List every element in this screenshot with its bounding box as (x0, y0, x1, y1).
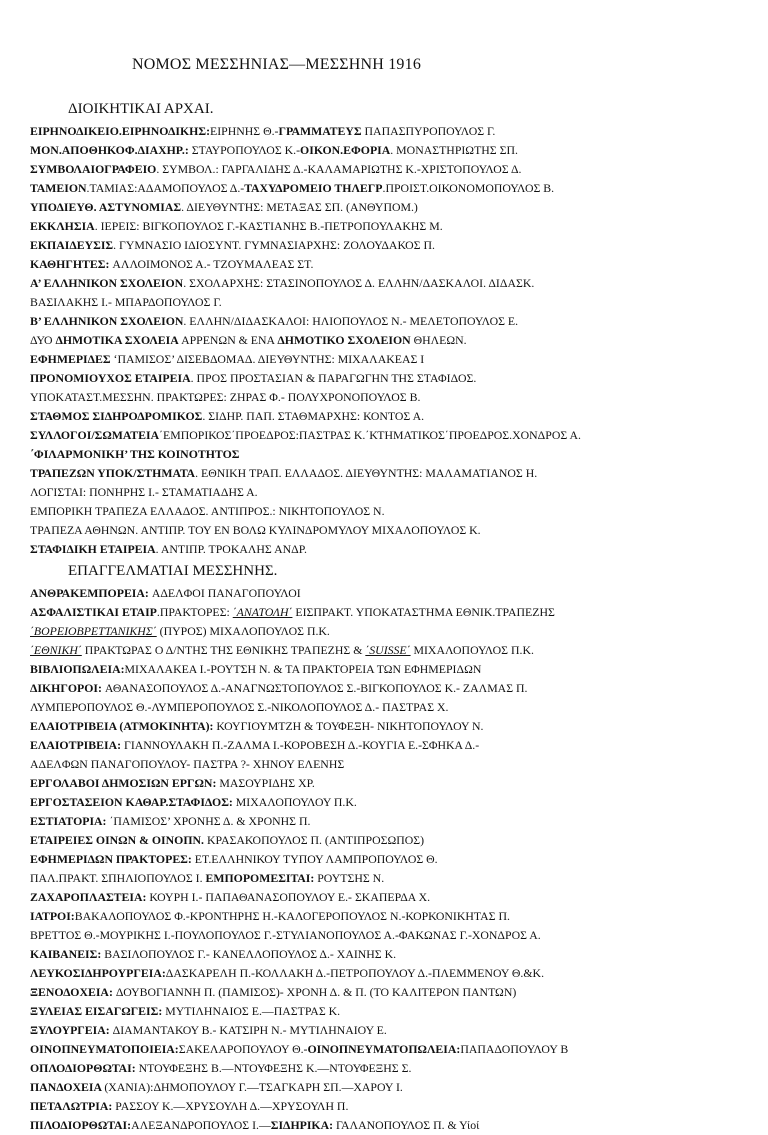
entry-heading: ΣΙΔΗΡΙΚΑ: (270, 1118, 336, 1132)
entry-heading: ΠΑΝΔΟΧΕΙΑ (30, 1080, 105, 1094)
professionals-line (30, 622, 760, 641)
entry-underlined-name: ΄ΒΟΡΕΙΟΒΡΕΤΤΑΝΙΚΗΣ΄ (30, 624, 157, 638)
administration-line (30, 274, 760, 293)
entry-text: ΜΙΧΑΛΟΠΟΥΛΟΥ Π.Κ. (235, 795, 357, 809)
entry-heading: ΤΑΧΥΔΡΟΜΕΙΟ ΤΗΛΕΓΡ (244, 181, 383, 195)
entry-text: ΚΟΥΓΙΟΥΜΤΖΗ & ΤΟΥΦΕΞΗ- ΝΙΚΗΤΟΠΟΥΛΟΥ Ν. (216, 719, 484, 733)
entry-text: ΠΑΠΑΣΠΥΡΟΠΟΥΛΟΣ Γ. (364, 124, 496, 138)
entry-text: ΑΛΕΞΑΝΔΡΟΠΟΥΛΟΣ Ι.— (131, 1118, 271, 1132)
entry-text: ΡΟΥΤΣΗΣ Ν. (317, 871, 385, 885)
entry-text: ΚΡΑΣΑΚΟΠΟΥΛΟΣ Π. (ΑΝΤΙΠΡΟΣΩΠΟΣ) (206, 833, 425, 847)
entry-text: .ΠΡΑΚΤΟΡΕΣ: (156, 605, 233, 619)
entry-heading: ΣΥΛΛΟΓΟΙ/ΣΩΜΑΤΕΙΑ (30, 428, 160, 442)
professionals-line (30, 850, 760, 869)
entry-underlined-name: ΄ΑΝΑΤΟΛΗ΄ (232, 605, 293, 619)
administration-line (30, 331, 760, 350)
entry-text: ‘ΠΑΜΙΣΟΣ’ ΔΙΣΕΒΔΟΜΑΔ. ΔΙΕΥΘΥΝΤΗΣ: ΜΙΧΑΛΑΚΕΑΣ Ι (110, 352, 425, 366)
entry-text: ΑΔΕΛΦΟΙ ΠΑΝΑΓΟΠΟΥΛΟΙ (151, 586, 301, 600)
entry-heading: ΕΤΑΙΡΕΙΕΣ ΟΙΝΩΝ & ΟΙΝΟΠΝ. (30, 833, 207, 847)
administration-line (30, 464, 760, 483)
entry-heading: ΥΠΟΔΙΕΥΘ. ΑΣΤΥΝΟΜΙΑΣ (30, 200, 182, 214)
entry-heading: ΕΣΤΙΑΤΟΡΙΑ: (30, 814, 110, 828)
entry-heading: ΣΤΑΘΜΟΣ ΣΙΔΗΡΟΔΡΟΜΙΚΟΣ (30, 409, 203, 423)
entry-text: . ΜΟΝΑΣΤΗΡΙΩΤΗΣ ΣΠ. (390, 143, 518, 157)
professionals-line (30, 926, 760, 945)
entry-heading: ΠΡΟΝΟΜΙΟΥΧΟΣ ΕΤΑΙΡΕΙΑ (30, 371, 191, 385)
entry-text: . ΣΙΔΗΡ. ΠΑΠ. ΣΤΑΘΜΑΡΧΗΣ: ΚΟΝΤΟΣ Α. (202, 409, 425, 423)
entry-text: ΄ΠΑΜΙΣΟΣ’ ΧΡΟΝΗΣ Δ. & ΧΡΟΝΗΣ Π. (109, 814, 311, 828)
administration-line (30, 407, 760, 426)
entry-text: ΛΟΓΙΣΤΑΙ: ΠΟΝΗΡΗΣ Ι.- ΣΤΑΜΑΤΙΑΔΗΣ Α. (30, 485, 258, 499)
entry-text: ΓΑΛΑΝΟΠΟΥΛΟΣ Π. & Υίοί (336, 1118, 480, 1132)
professionals-line (30, 603, 760, 622)
entry-heading: ΠΕΤΑΛΩΤΡΙΑ: (30, 1099, 116, 1113)
professionals-line (30, 660, 760, 679)
entry-heading: ΟΠΛΟΔΙΟΡΘΩΤΑΙ: (30, 1061, 139, 1075)
entry-heading: ΑΣΦΑΛΙΣΤΙΚΑΙ ΕΤΑΙΡ (30, 605, 157, 619)
entry-text: (ΧΑΝΙΑ):ΔΗΜΟΠΟΥΛΟΥ Γ.—ΤΣΑΓΚΑΡΗ ΣΠ.—ΧΑΡΟΥ Ι. (104, 1080, 403, 1094)
entry-heading: ΛΕΥΚΟΣΙΔΗΡΟΥΡΓΕΙΑ: (30, 966, 166, 980)
entry-text: . ΔΙΕΥΘΥΝΤΗΣ: ΜΕΤΑΞΑΣ ΣΠ. (ΑΝΘΥΠΟΜ.) (181, 200, 418, 214)
entry-text: ΚΟΥΡΗ Ι.- ΠΑΠΑΘΑΝΑΣΟΠΟΥΛΟΥ Ε.- ΣΚΑΠΕΡΔΑ Χ. (149, 890, 431, 904)
administration-line (30, 122, 760, 141)
professionals-line (30, 1059, 760, 1078)
entry-text: ΓΙΑΝΝΟΥΛΑΚΗ Π.-ΖΑΛΜΑ Ι.-ΚΟΡΟΒΕΣΗ Δ.-ΚΟΥΓΙΑ Ε.-ΣΦΗΚΑ Δ.- (124, 738, 480, 752)
entry-text: . ΣΥΜΒΟΛ.: ΓΑΡΓΑΛΙΔΗΣ Δ.-ΚΑΛΑΜΑΡΙΩΤΗΣ Κ.-ΧΡΙΣΤΟΠΟΥΛΟΣ Δ. (156, 162, 522, 176)
professionals-line (30, 964, 760, 983)
administration-line (30, 179, 760, 198)
entry-text: ΔΥΟ (30, 333, 56, 347)
administration-line (30, 483, 760, 502)
entry-text: . ΣΧΟΛΑΡΧΗΣ: ΣΤΑΣΙΝΟΠΟΥΛΟΣ Δ. ΕΛΛΗΝ/ΔΑΣΚΑΛΟΙ. ΔΙΔΑΣΚ. (183, 276, 535, 290)
entry-heading: ΔΗΜΟΤΙΚΟ ΣΧΟΛΕΙΟΝ (277, 333, 411, 347)
entry-text: ΝΤΟΥΦΕΞΗΣ Β.—ΝΤΟΥΦΕΞΗΣ Κ.—ΝΤΟΥΦΕΞΗΣ Σ. (138, 1061, 412, 1075)
entry-text: ΜΑΣΟΥΡΙΔΗΣ ΧΡ. (219, 776, 315, 790)
professionals-line (30, 679, 760, 698)
entry-text: ΜΙΧΑΛΑΚΕΑ Ι.-ΡΟΥΤΣΗ Ν. & ΤΑ ΠΡΑΚΤΟΡΕΙΑ ΤΩΝ ΕΦΗΜΕΡΙΔΩΝ (124, 662, 482, 676)
entry-text: ΔΙΑΜΑΝΤΑΚΟΥ Β.- ΚΑΤΣΙΡΗ Ν.- ΜΥΤΙΛΗΝΑΙΟΥ Ε. (112, 1023, 387, 1037)
entry-text: ΠΡΑΚΤΩΡΑΣ Ο Δ/ΝΤΗΣ ΤΗΣ ΕΘΝΙΚΗΣ ΤΡΑΠΕΖΗΣ & (81, 643, 366, 657)
entry-heading: ΕΚΚΛΗΣΙΑ (30, 219, 95, 233)
professionals-line (30, 1097, 760, 1116)
professionals-line (30, 1040, 760, 1059)
administration-line (30, 350, 760, 369)
section-heading-professionals: ΕΠΑΓΓΕΛΜΑΤΙΑΙ ΜΕΣΣΗΝΗΣ. (68, 563, 278, 579)
entry-text: ΥΠΟΚΑΤΑΣΤ.ΜΕΣΣΗΝ. ΠΡΑΚΤΩΡΕΣ: ΖΗΡΑΣ Φ.- ΠΟΛΥΧΡΟΝΟΠΟΥΛΟΣ Β. (30, 390, 421, 404)
entry-text: . ΠΡΟΣ ΠΡΟΣΤΑΣΙΑΝ & ΠΑΡΑΓΩΓΗΝ ΤΗΣ ΣΤΑΦΙΔΟΣ. (190, 371, 477, 385)
entry-heading: ΔΗΜΟΤΙΚΑ ΣΧΟΛΕΙΑ (55, 333, 179, 347)
entry-text: ΣΑΚΕΛΑΡΟΠΟΥΛΟΥ Θ.- (178, 1042, 308, 1056)
entry-heading: ΟΙΝΟΠΝΕΥΜΑΤΟΠΟΙΕΙΑ: (30, 1042, 179, 1056)
entry-heading: ΕΦΗΜΕΡΙΔΩΝ ΠΡΑΚΤΟΡΕΣ: (30, 852, 195, 866)
entry-underlined-name: ΄ΕΘΝΙΚΗ΄ (30, 643, 82, 657)
entry-heading: ΞΥΛΟΥΡΓΕΙΑ: (30, 1023, 113, 1037)
professionals-line (30, 983, 760, 1002)
entry-text: ΜΥΤΙΛΗΝΑΙΟΣ Ε.—ΠΑΣΤΡΑΣ Κ. (165, 1004, 341, 1018)
professionals-line (30, 945, 760, 964)
administration-line (30, 293, 760, 312)
administration-line (30, 160, 760, 179)
entry-heading: ΜΟΝ.ΑΠΟΘΗΚΟΦ.ΔΙΑΧΗΡ.: (30, 143, 192, 157)
entry-heading: ΣΤΑΦΙΔΙΚΗ ΕΤΑΙΡΕΙΑ (30, 542, 156, 556)
professionals-line (30, 888, 760, 907)
professionals-line (30, 698, 760, 717)
administration-line (30, 198, 760, 217)
entry-text: ΣΤΑΥΡΟΠΟΥΛΟΣ Κ.- (191, 143, 301, 157)
entry-heading: ΕΡΓΟΣΤΑΣΕΙΟΝ ΚΑΘΑΡ.ΣΤΑΦΙΔΟΣ: (30, 795, 236, 809)
entry-text: ΕΜΠΟΡΙΚΗ ΤΡΑΠΕΖΑ ΕΛΛΑΔΟΣ. ΑΝΤΙΠΡΟΣ.: ΝΙΚΗΤΟΠΟΥΛΟΣ Ν. (30, 504, 385, 518)
entry-text: ΕΙΣΠΡΑΚΤ. ΥΠΟΚΑΤΑΣΤΗΜΑ ΕΘΝΙΚ.ΤΡΑΠΕΖΗΣ (292, 605, 555, 619)
entry-heading: ΕΙΡΗΝΟΔΙΚΕΙΟ.ΕΙΡΗΝΟΔΙΚΗΣ: (30, 124, 210, 138)
document-body (30, 97, 760, 1135)
administration-line (30, 388, 760, 407)
entry-text: ΒΡΕΤΤΟΣ Θ.-ΜΟΥΡΙΚΗΣ Ι.-ΠΟΥΛΟΠΟΥΛΟΣ Γ.-ΣΤΥΛΙΑΝΟΠΟΥΛΟΣ Α.-ΦΑΚΩΝΑΣ Γ.-ΧΟΝΔΡΟΣ Α. (30, 928, 541, 942)
document-title: ΝΟΜΟΣ ΜΕΣΣΗΝΙΑΣ—ΜΕΣΣΗΝΗ 1916 (132, 56, 422, 73)
entry-heading: ΙΑΤΡΟΙ: (30, 909, 75, 923)
entry-heading: Α’ ΕΛΛΗΝΙΚΟΝ ΣΧΟΛΕΙΟΝ (30, 276, 184, 290)
professionals-line (30, 793, 760, 812)
entry-text: ΒΑΣΙΛΟΠΟΥΛΟΣ Γ.- ΚΑΝΕΛΛΟΠΟΥΛΟΣ Δ.- ΧΑΙΝΗΣ Κ. (104, 947, 397, 961)
entry-heading: ΞΕΝΟΔΟΧΕΙΑ: (30, 985, 116, 999)
professionals-line (30, 1078, 760, 1097)
entry-text: (ΠΥΡΟΣ) ΜΙΧΑΛΟΠΟΥΛΟΣ Π.Κ. (156, 624, 330, 638)
entry-text: ΑΔΕΛΦΩΝ ΠΑΝΑΓΟΠΟΥΛΟΥ- ΠΑΣΤΡΑ ?- ΧΗΝΟΥ ΕΛΕΝΗΣ (30, 757, 345, 771)
entry-heading: ΑΝΘΡΑΚΕΜΠΟΡΕΙΑ: (30, 586, 152, 600)
entry-heading: ΔΙΚΗΓΟΡΟΙ: (30, 681, 105, 695)
entry-text: ΑΛΛΟΙΜΟΝΟΣ Α.- ΤΖΟΥΜΑΛΕΑΣ ΣΤ. (112, 257, 314, 271)
entry-text: . ΕΛΛΗΝ/ΔΙΔΑΣΚΑΛΟΙ: ΗΛΙΟΠΟΥΛΟΣ Ν.- ΜΕΛΕΤΟΠΟΥΛΟΣ Ε. (183, 314, 519, 328)
entry-text: ΒΑΣΙΛΑΚΗΣ Ι.- ΜΠΑΡΔΟΠΟΥΛΟΣ Γ. (30, 295, 222, 309)
entry-heading: ΓΡΑΜΜΑΤΕΥΣ (278, 124, 365, 138)
administration-line (30, 141, 760, 160)
entry-text: ΑΡΡΕΝΩΝ & ΕΝΑ (178, 333, 278, 347)
administration-line (30, 445, 760, 464)
entry-text: ΡΑΣΣΟΥ Κ.—ΧΡΥΣΟΥΛΗ Δ.—ΧΡΥΣΟΥΛΗ Π. (115, 1099, 349, 1113)
entry-heading: ΣΥΜΒΟΛΑΙΟΓΡΑΦΕΙΟ (30, 162, 157, 176)
entry-text: . ΑΝΤΙΠΡ. ΤΡΟΚΑΛΗΣ ΑΝΔΡ. (155, 542, 307, 556)
professionals-line (30, 1002, 760, 1021)
entry-text: .ΤΑΜΙΑΣ:ΑΔΑΜΟΠΟΥΛΟΣ Δ.- (86, 181, 245, 195)
entry-heading: ΤΡΑΠΕΖΩΝ ΥΠΟΚ/ΣΤΗΜΑΤΑ (30, 466, 196, 480)
entry-heading: ΕΚΠΑΙΔΕΥΣΙΣ (30, 238, 114, 252)
entry-text: ΑΘΑΝΑΣΟΠΟΥΛΟΣ Δ.-ΑΝΑΓΝΩΣΤΟΠΟΥΛΟΣ Σ.-ΒΙΓΚΟΠΟΥΛΟΣ Κ.- ΖΑΛΜΑΣ Π. (104, 681, 528, 695)
professionals-line (30, 774, 760, 793)
professionals-line (30, 831, 760, 850)
professionals-line (30, 584, 760, 603)
entry-heading: ΕΜΠΟΡΟΜΕΣΙΤΑΙ: (205, 871, 318, 885)
entry-text: ΕΤ.ΕΛΛΗΝΙΚΟΥ ΤΥΠΟΥ ΛΑΜΠΡΟΠΟΥΛΟΣ Θ. (194, 852, 438, 866)
entry-heading: ΚΑΘΗΓΗΤΕΣ: (30, 257, 113, 271)
professionals-line (30, 1116, 760, 1135)
entry-heading: ΟΙΚΟΝ.ΕΦΟΡΙΑ (300, 143, 391, 157)
administration-line (30, 236, 760, 255)
entry-heading: ΕΛΑΙΟΤΡΙΒΕΙΑ: (30, 738, 125, 752)
entry-heading: ΚΑΙΒΑΝΕΙΣ: (30, 947, 105, 961)
entry-heading: ΖΑΧΑΡΟΠΛΑΣΤΕΙΑ: (30, 890, 150, 904)
professionals-line (30, 907, 760, 926)
entry-text: ΠΑΛ.ΠΡΑΚΤ. ΣΠΗΛΙΟΠΟΥΛΟΣ Ι. (30, 871, 206, 885)
administration-line (30, 521, 760, 540)
administration-line (30, 502, 760, 521)
entry-underlined-name: ΄SUISSE΄ (365, 643, 411, 657)
entry-heading: ΕΦΗΜΕΡΙΔΕΣ (30, 352, 111, 366)
entry-text: ΤΡΑΠΕΖΑ ΑΘΗΝΩΝ. ΑΝΤΙΠΡ. ΤΟΥ ΕΝ ΒΟΛΩ ΚΥΛΙΝΔΡΟΜΥΛΟΥ ΜΙΧΑΛΟΠΟΥΛΟΣ Κ. (30, 523, 481, 537)
entry-text: ΛΥΜΠΕΡΟΠΟΥΛΟΣ Θ.-ΛΥΜΠΕΡΟΠΟΥΛΟΣ Σ.-ΝΙΚΟΛΟΠΟΥΛΟΣ Δ.- ΠΑΣΤΡΑΣ Χ. (30, 700, 449, 714)
section-heading-administration: ΔΙΟΙΚΗΤΙΚΑΙ ΑΡΧΑΙ. (68, 101, 214, 117)
entry-heading: ΕΡΓΟΛΑΒΟΙ ΔΗΜΟΣΙΩΝ ΕΡΓΩΝ: (30, 776, 220, 790)
professionals-line (30, 736, 760, 755)
entry-text: . ΓΥΜΝΑΣΙΟ ΙΔΙΟΣΥΝΤ. ΓΥΜΝΑΣΙΑΡΧΗΣ: ΖΟΛΟΥΔΑΚΟΣ Π. (113, 238, 435, 252)
entry-text: . ΙΕΡΕΙΣ: ΒΙΓΚΟΠΟΥΛΟΣ Γ.-ΚΑΣΤΙΑΝΗΣ Β.-ΠΕΤΡΟΠΟΥΛΑΚΗΣ Μ. (94, 219, 443, 233)
administration-line (30, 312, 760, 331)
entry-heading: ΤΑΜΕΙΟΝ (30, 181, 87, 195)
entry-text: ΄ΕΜΠΟΡΙΚΟΣ΄ΠΡΟΕΔΡΟΣ:ΠΑΣΤΡΑΣ Κ.΄ΚΤΗΜΑΤΙΚΟΣ΄ΠΡΟΕΔΡΟΣ.ΧΟΝΔΡΟΣ Α. (159, 428, 581, 442)
professionals-line (30, 717, 760, 736)
entry-heading: ΞΥΛΕΙΑΣ ΕΙΣΑΓΩΓΕΙΣ: (30, 1004, 166, 1018)
entry-text: .ΠΡΟΙΣΤ.ΟΙΚΟΝΟΜΟΠΟΥΛΟΣ Β. (382, 181, 555, 195)
administration-line (30, 426, 760, 445)
professionals-line (30, 641, 760, 660)
entry-text: ΒΑΚΑΛΟΠΟΥΛΟΣ Φ.-ΚΡΟΝΤΗΡΗΣ Η.-ΚΑΛΟΓΕΡΟΠΟΥΛΟΣ Ν.-ΚΟΡΚΟΝΙΚΗΤΑΣ Π. (74, 909, 510, 923)
entry-heading: ΄ΦΙΛΑΡΜΟΝΙΚΗ’ ΤΗΣ ΚΟΙΝΟΤΗΤΟΣ (30, 447, 240, 461)
entry-heading: ΟΙΝΟΠΝΕΥΜΑΤΟΠΩΛΕΙΑ: (307, 1042, 461, 1056)
professionals-line (30, 755, 760, 774)
professionals-line (30, 812, 760, 831)
entry-heading: ΠΙΛΟΔΙΟΡΘΩΤΑΙ: (30, 1118, 132, 1132)
entry-text: ΔΑΣΚΑΡΕΛΗ Π.-ΚΟΛΛΑΚΗ Δ.-ΠΕΤΡΟΠΟΥΛΟΥ Δ.-ΠΛΕΜΜΕΝΟΥ Θ.&Κ. (165, 966, 545, 980)
entry-text: ΕΙΡΗΝΗΣ Θ.- (210, 124, 279, 138)
entry-text: ΠΑΠΑΔΟΠΟΥΛΟΥ Β (460, 1042, 569, 1056)
administration-line (30, 540, 760, 559)
entry-heading: ΕΛΑΙΟΤΡΙΒΕΙΑ (ΑΤΜΟΚΙΝΗΤΑ): (30, 719, 217, 733)
professionals-line (30, 869, 760, 888)
administration-line (30, 369, 760, 388)
entry-text: ΔΟΥΒΟΓΙΑΝΝΗ Π. (ΠΑΜΙΣΟΣ)- ΧΡΟΝΗ Δ. & Π. (ΤΟ ΚΑΛΙΤΕΡΟΝ ΠΑΝΤΩΝ) (115, 985, 517, 999)
administration-line (30, 217, 760, 236)
entry-heading: ΒΙΒΛΙΟΠΩΛΕΙΑ: (30, 662, 125, 676)
entry-heading: Β’ ΕΛΛΗΝΙΚΟΝ ΣΧΟΛΕΙΟΝ (30, 314, 184, 328)
entry-text: ΘΗΛΕΩΝ. (410, 333, 467, 347)
administration-line (30, 255, 760, 274)
entry-text: . ΕΘΝΙΚΗ ΤΡΑΠ. ΕΛΛΑΔΟΣ. ΔΙΕΥΘΥΝΤΗΣ: ΜΑΛΑΜΑΤΙΑΝΟΣ Η. (195, 466, 538, 480)
entry-text: ΜΙΧΑΛΟΠΟΥΛΟΣ Π.Κ. (410, 643, 534, 657)
